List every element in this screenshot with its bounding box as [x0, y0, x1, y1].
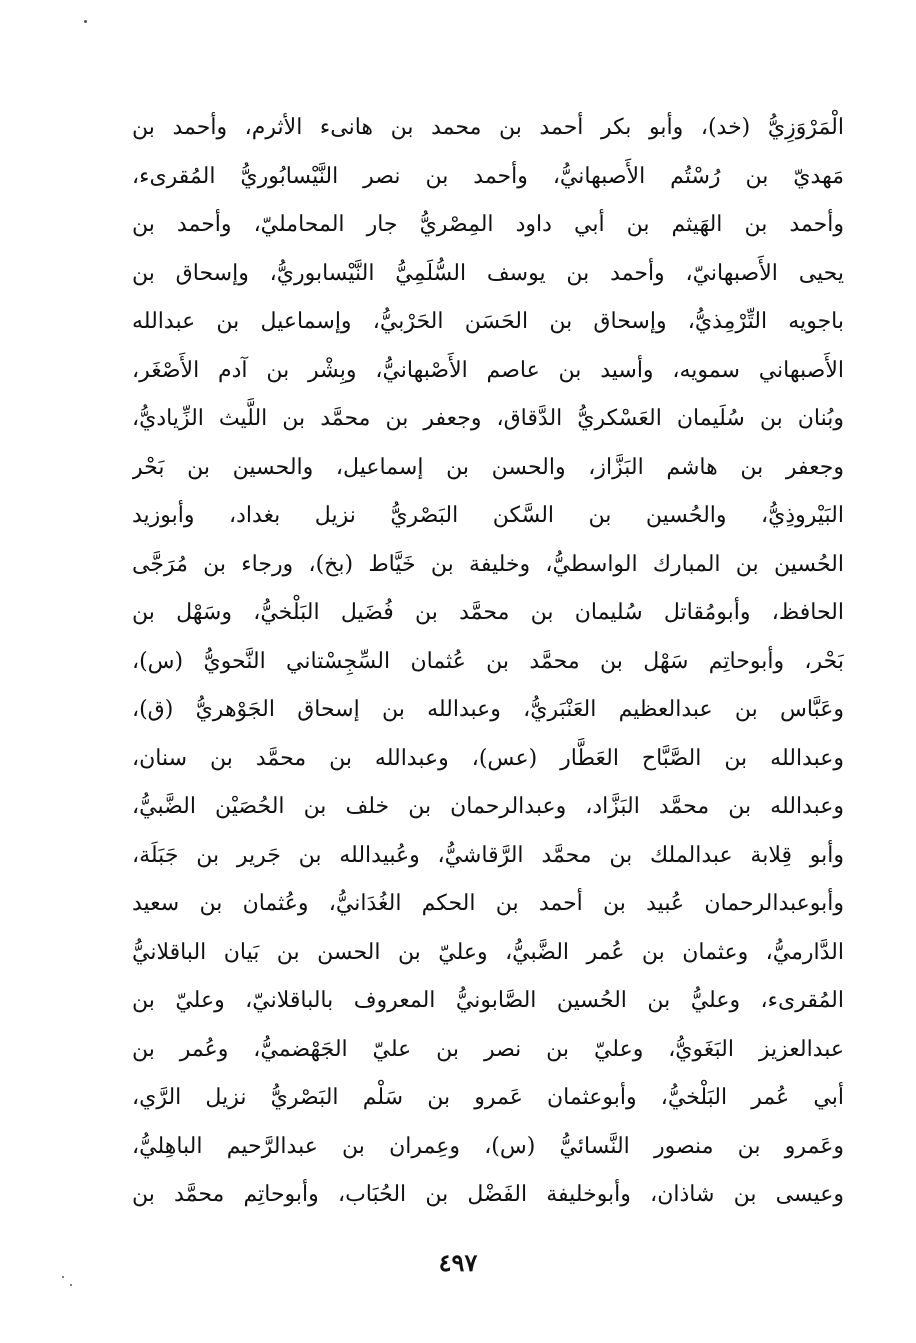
body-text: [132, 104, 844, 1220]
text-line: وعَمرو بن منصور النَّسائيُّ (س)، وعِمران بن عبدالرَّحيم الباهِليُّ،: [132, 1133, 844, 1159]
text-line: وأبوعبدالرحمان عُبيد بن أحمد بن الحكم الغُدَانيُّ، وعُثمان بن سعيد: [132, 891, 844, 916]
scan-speck: [70, 1284, 72, 1286]
text-line: الحافظ، وأبومُقاتل سُليمان بن محمَّد بن فُضَيل البَلْخيُّ، وسَهْل بن: [132, 600, 844, 625]
text-line: وعبدالله بن الصَّبَّاح العَطَّار (عس)، وعبدالله بن محمَّد بن سنان،: [132, 745, 844, 771]
text-line: مَهديّ بن رُسْتُم الأَصبهانيُّ، وأحمد بن نصر النَّيْسابُوريُّ المُقرىء،: [132, 163, 844, 189]
text-line: وجعفر بن هاشم البَزَّاز، والحسن بن إسماعيل، والحسين بن بَحْر: [132, 454, 844, 480]
text-line: باجويه التِّرْمِذيُّ، وإسحاق بن الحَسَن الحَرْبيُّ، وإسماعيل بن عبدالله: [132, 309, 844, 334]
page-number: ٤٩٧: [438, 1248, 478, 1277]
text-line: الْمَرْوَزِيُّ (خد)، وأبو بكر أحمد بن محمد بن هانىء الأثرم، وأحمد بن: [132, 115, 844, 140]
text-line: أبي عُمر البَلْخيُّ، وأبوعثمان عَمرو بن سَلْم البَصْريُّ نزيل الرَّي،: [132, 1085, 844, 1110]
scan-speck: [84, 20, 87, 23]
text-line: يحيى الأَصبهانيّ، وأحمد بن يوسف السُّلَمِيُّ النَّيْسابوريُّ، وإسحاق بن: [132, 260, 844, 286]
text-line: المُقرىء، وعليُّ بن الحُسين الصَّابونيُّ المعروف بالباقلانيّ، وعليّ بن: [132, 988, 844, 1013]
text-line: الدَّارميُّ، وعثمان بن عُمر الضَّبيُّ، وعليّ بن الحسن بن بَيان الباقلانيُّ: [132, 939, 844, 965]
text-line: وعَبَّاس بن عبدالعظيم العَنْبَريُّ، وعبدالله بن إسحاق الجَوْهريُّ (ق)،: [132, 697, 844, 722]
text-line: البَيْروذِيُّ، والحُسين بن السَّكن البَصْريُّ نزيل بغداد، وأبوزيد: [132, 503, 844, 528]
text-line: وعيسى بن شاذان، وأبوخليفة الفَضْل بن الحُبَاب، وأبوحاتِم محمَّد بن: [132, 1182, 844, 1207]
text-line: وعبدالله بن محمَّد البَزَّاد، وعبدالرحمان بن خلف بن الحُصَيْن الضَّبيُّ،: [132, 794, 844, 819]
text-line: الحُسين بن المبارك الواسطيُّ، وخليفة بن خَيَّاط (بخ)، ورجاء بن مُرَجَّى: [132, 551, 844, 577]
text-line: وبُنان بن سُلَيمان العَسْكريُّ الدَّقاق، وجعفر بن محمَّد بن اللَّيث الزِّياديُّ،: [132, 406, 844, 431]
text-line: بَحْر، وأبوحاتِم سَهْل بن محمَّد بن عُثمان السِّجِسْتاني النَّحويُّ (س)،: [132, 648, 844, 674]
text-line: الأَصبهاني سمويه، وأسيد بن عاصم الأَصْبهانيُّ، وبِشْر بن آدم الأَصْغَر،: [132, 357, 844, 383]
scan-speck: [62, 1276, 64, 1278]
text-line: وأبو قِلابة عبدالملك بن محمَّد الرَّقاشيُّ، وعُبيدالله بن جَرير بن جَبَلَة،: [132, 842, 844, 868]
text-line: عبدالعزيز البَغَويُّ، وعليّ بن نصر بن عليّ الجَهْضميُّ، وعُمر بن: [132, 1036, 844, 1062]
text-line: وأحمد بن الهَيثم بن أبي داود المِصْريُّ جار المحامليّ، وأحمد بن: [132, 212, 844, 237]
